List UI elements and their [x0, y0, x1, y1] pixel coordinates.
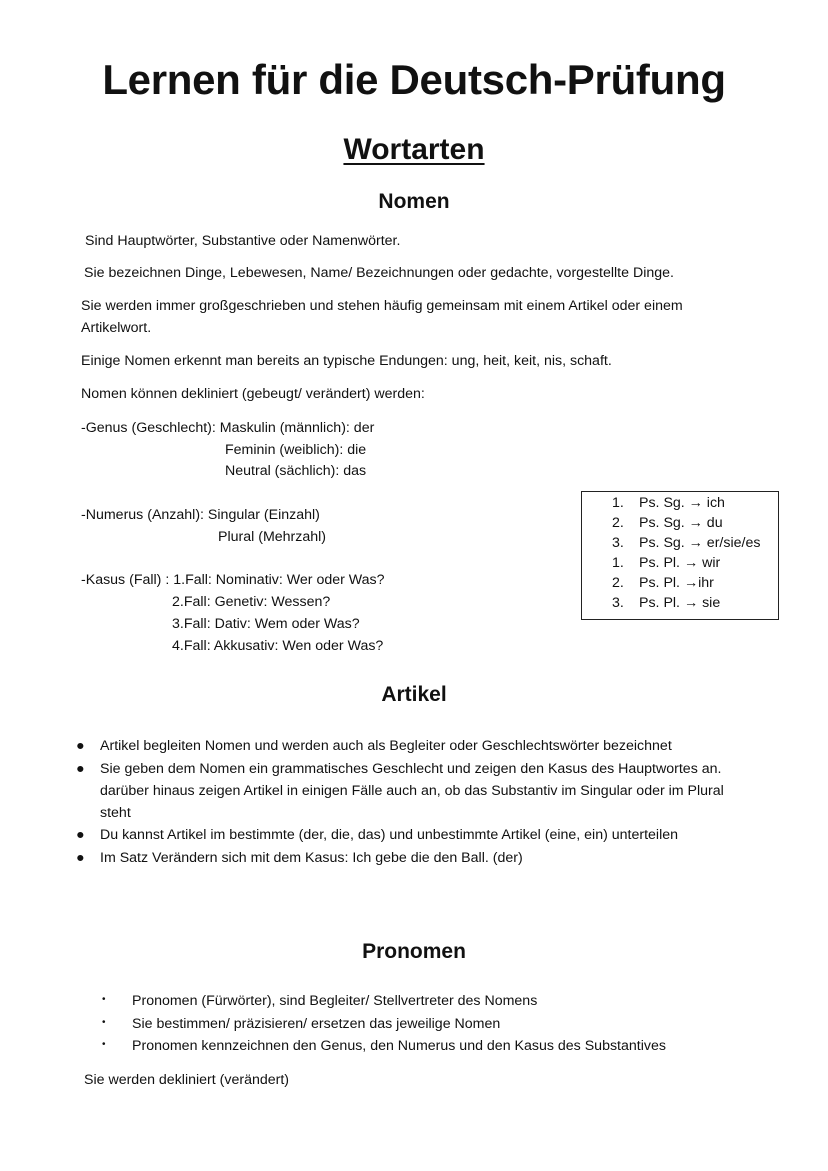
list-item-text: Pronomen (Fürwörter), sind Begleiter/ Stellvertreter des Nomens: [132, 993, 538, 1009]
paragraph: Sind Hauptwörter, Substantive oder Namenwörter.: [85, 233, 401, 249]
list-item: [76, 758, 722, 780]
paragraph: Einige Nomen erkennt man bereits an typische Endungen: ung, heit, keit, nis, schaft.: [81, 353, 612, 369]
bullet-icon: ●: [76, 827, 85, 843]
paragraph: Sie werden dekliniert (verändert): [84, 1072, 290, 1088]
list-item: [76, 824, 679, 846]
genus-line: Feminin (weiblich): die: [225, 442, 367, 458]
heading-pronomen: Pronomen: [362, 940, 466, 963]
paragraph: Sie werden immer großgeschrieben und stehen häufig gemeinsam mit einem Artikel oder einem: [81, 298, 683, 314]
list-item-continuation: darüber hinaus zeigen Artikel in einigen Fälle auch an, ob das Substantiv im Singular oder im Plural: [100, 783, 724, 799]
bullet-icon: •: [102, 1039, 106, 1050]
bullet-icon: •: [102, 994, 106, 1005]
list-item: [102, 990, 538, 1012]
genus-line: -Genus (Geschlecht): Maskulin (männlich): der: [81, 420, 375, 436]
section-title-text: Wortarten: [343, 133, 485, 166]
person-num: 2.: [612, 575, 624, 591]
person-text: Ps. Sg. → ich: [639, 495, 725, 511]
heading-nomen: Nomen: [378, 190, 450, 213]
person-text: Ps. Pl. →ihr: [639, 575, 714, 591]
list-item-text: Du kannst Artikel im bestimmte (der, die, das) und unbestimmte Artikel (eine, ein) unterteilen: [100, 827, 679, 843]
person-row: [612, 495, 725, 511]
numerus-line: Plural (Mehrzahl): [218, 529, 327, 545]
list-item-text: Sie geben dem Nomen ein grammatisches Geschlecht und zeigen den Kasus des Hauptwortes an.: [100, 761, 722, 777]
person-num: 1.: [612, 495, 624, 511]
page-title: Lernen für die Deutsch-Prüfung: [102, 56, 726, 103]
kasus-line: 2.Fall: Genetiv: Wessen?: [172, 594, 331, 610]
list-item: [76, 735, 672, 757]
bullet-icon: ●: [76, 738, 85, 754]
list-item: [76, 847, 523, 869]
paragraph: Nomen können dekliniert (gebeugt/ verändert) werden:: [81, 386, 425, 402]
person-text: Ps. Sg. → er/sie/es: [639, 535, 761, 551]
bullet-icon: ●: [76, 850, 85, 866]
person-num: 1.: [612, 555, 624, 571]
person-row: [612, 575, 714, 591]
genus-line: Neutral (sächlich): das: [225, 463, 367, 479]
kasus-line: 4.Fall: Akkusativ: Wen oder Was?: [172, 638, 384, 654]
heading-artikel: Artikel: [381, 683, 447, 706]
list-item-text: Artikel begleiten Nomen und werden auch als Begleiter oder Geschlechtswörter bezeichnet: [100, 738, 672, 754]
list-item-text: Im Satz Verändern sich mit dem Kasus: Ich gebe die den Ball. (der): [100, 850, 523, 866]
person-num: 3.: [612, 595, 624, 611]
person-text: Ps. Pl. → wir: [639, 555, 721, 571]
person-num: 3.: [612, 535, 624, 551]
numerus-line: -Numerus (Anzahl): Singular (Einzahl): [81, 507, 320, 523]
paragraph: Artikelwort.: [81, 320, 152, 336]
paragraph: Sie bezeichnen Dinge, Lebewesen, Name/ Bezeichnungen oder gedachte, vorgestellte Dinge.: [84, 265, 674, 281]
person-box: [581, 491, 779, 620]
person-row: [612, 555, 720, 571]
section-title: [0, 133, 828, 167]
person-row: [612, 535, 760, 551]
person-text: Ps. Sg. → du: [639, 515, 723, 531]
person-num: 2.: [612, 515, 624, 531]
person-row: [612, 595, 720, 611]
list-item: [102, 1013, 501, 1035]
list-item-continuation: steht: [100, 805, 131, 821]
bullet-icon: ●: [76, 761, 85, 777]
list-item: [102, 1035, 666, 1057]
list-item-text: Sie bestimmen/ präzisieren/ ersetzen das jeweilige Nomen: [132, 1016, 501, 1032]
list-item-text: Pronomen kennzeichnen den Genus, den Numerus und den Kasus des Substantives: [132, 1038, 666, 1054]
person-row: [612, 515, 723, 531]
kasus-line: 3.Fall: Dativ: Wem oder Was?: [172, 616, 360, 632]
bullet-icon: •: [102, 1017, 106, 1028]
person-text: Ps. Pl. → sie: [639, 595, 721, 611]
kasus-line: -Kasus (Fall) : 1.Fall: Nominativ: Wer oder Was?: [81, 572, 385, 588]
